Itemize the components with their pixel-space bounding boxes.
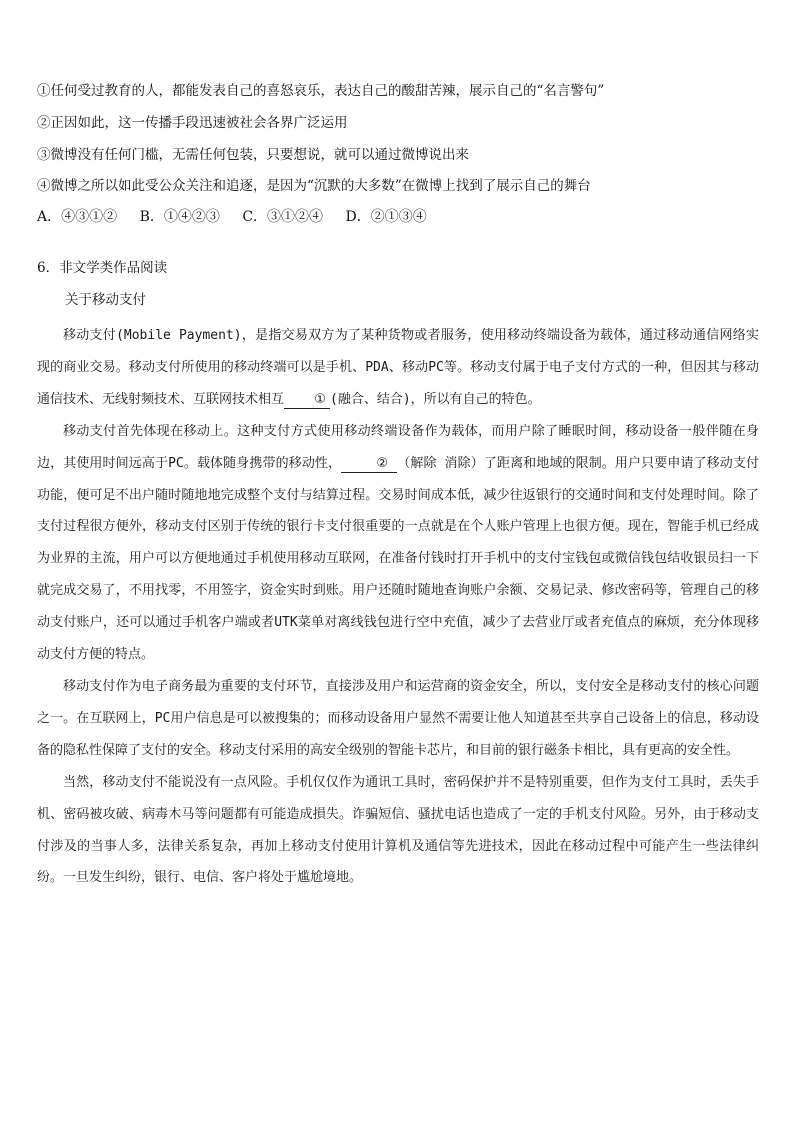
option-sentence-4: ④微博之所以如此受公众关注和追逐，是因为“沉默的大多数”在微博上找到了展示自己的舞台 [37,178,591,194]
option-sentence-3: ③微博没有任何门槛，无需任何包装，只要想说，就可以通过微博说出来 [37,147,469,163]
paragraph-3: 移动支付作为电子商务最为重要的支付环节，直接涉及用户和运营商的资金安全，所以，支付安全是移动支付的核心问题之一。在互联网上，PC用户信息是可以被搜集的；而移动设备用户显然不需要让他人知道甚至共享自己设备上的信息，移动设备的隐私性保障了支付的安全。移动支付采用的高安全级别的智能卡芯片，和目前的银行磁条卡相比，具有更高的安全性。 [37,678,759,758]
choice-b[interactable]: B．①④②③ [139,209,220,225]
paragraph-4: 当然，移动支付不能说没有一点风险。手机仅仅作为通讯工具时，密码保护并不是特别重要，但作为支付工具时，丢失手机、密码被攻破、病毒木马等问题都有可能造成損失。诈骗短信、骚扰电话也造成了一定的手机支付风险。另外，由于移动支付涉及的当事人多，法律关系复杂，再加上移动支付使用计算机及通信等先进技术，因此在移动过程中可能产生一些法律纠纷。一旦发生纠纷，银行、电信、客户将处于尴尬境地。 [37,774,759,886]
answer-choices [37,206,445,228]
fill-blank-2[interactable]: ② [341,456,397,473]
paragraph-1 [37,320,759,416]
paragraph-1-text-b: (融合、结合)，所以有自己的特色。 [330,391,541,407]
option-sentence-1: ①任何受过教育的人，都能发表自己的喜怒哀乐，表达自己的酸甜苦辣，展示自己的“名言警句” [37,83,605,99]
choice-a[interactable]: A．④③①② [37,209,118,225]
paragraph-2-text-b: （解除 消除）了距离和地域的限制。用户只要申请了移动支付功能，便可足不出户随时随地地完成整个支付与结算过程。交易时间成本低，减少往返银行的交通时间和支付处理时间。除了支付过程很方便外，移动支付区别于传统的银行卡支付很重要的一点就是在个人账户管理上也很方便。现在，智能手机已经成为业界的主流，用户可以方便地通过手机使用移动互联网，在准备付钱时打开手机中的支付宝钱包或微信钱包结收银员扫一下就完成交易了，不用找零，不用签字，资金实时到账。用户还随时随地查询账户余额、交易记录、修改密码等，管理自己的移动支付账户，还可以通过手机客户端或者UTK菜单对离线钱包进行空中充值，减少了去营业厅或者充值点的麻烦，充分体现移动支付方便的特点。 [37,455,760,663]
fill-blank-1[interactable]: ① [284,392,330,409]
choice-c[interactable]: C．③①②④ [242,209,324,225]
article-body [37,320,759,894]
paragraph-2-text-a: 移动支付首先体现在移动上。这种支付方式使用移动终端设备作为载体，而用户除了睡眠时间，移动设备一般伴随在身边，其使用时间远高于PC。载体随身携带的移动性， [37,423,759,471]
article-title: 关于移动支付 [65,292,146,308]
question-heading: 6．非文学类作品阅读 [37,260,168,276]
option-sentence-2: ②正因如此，这一传播手段迅速被社会各界广泛运用 [37,115,348,131]
paragraph-1-text-a: 移动支付(Mobile Payment)，是指交易双方为了某种货物或者服务，使用移动终端设备为载体，通过移动通信网络实现的商业交易。移动支付所使用的移动终端可以是手机、PDA、移动PC等。移动支付属于电子支付方式的一种，但因其与移动通信技术、无线射频技术、互联网技术相互 [37,328,759,407]
choice-d[interactable]: D．②①③④ [345,209,427,225]
paragraph-2 [37,416,759,671]
